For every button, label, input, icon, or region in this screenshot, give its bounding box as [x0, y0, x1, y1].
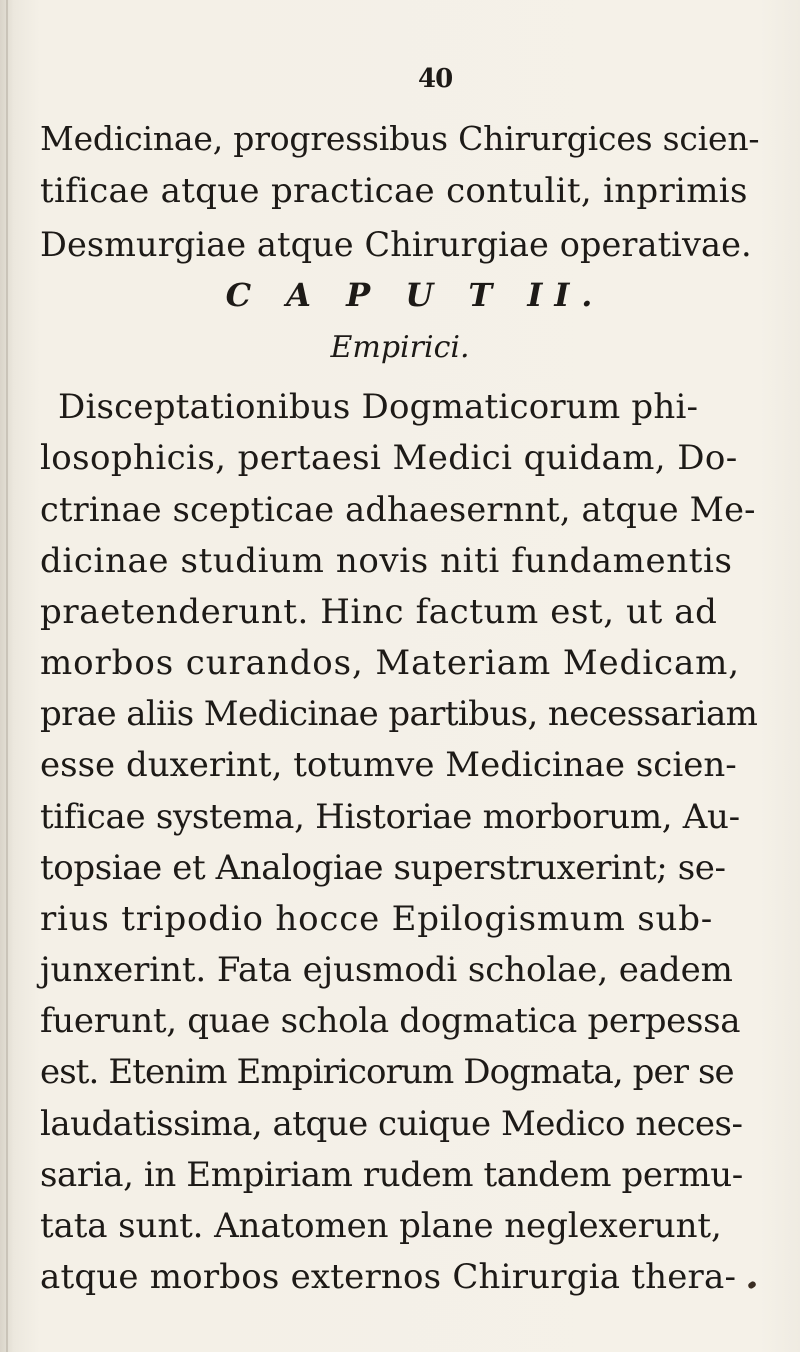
page-gutter — [6, 0, 8, 1352]
text-line: fuerunt, quae schola dogmatica perpessa — [40, 1001, 741, 1042]
text-line: saria, in Empiriam rudem tandem permu- — [40, 1154, 743, 1195]
text-line: Medicinae, progressibus Chirurgices scien- — [40, 119, 760, 158]
text-line: prae aliis Medicinae partibus, necessariam — [40, 694, 758, 735]
text-line: dicinae studium novis niti fundamentis — [40, 540, 733, 581]
body-paragraph — [40, 382, 760, 1303]
text-line: tificae systema, Historiae morborum, Au- — [40, 796, 740, 837]
text-line: Desmurgiae atque Chirurgiae operativae. — [40, 225, 752, 264]
text-line: rius tripodio hocce Epilogismum sub- — [40, 898, 714, 939]
text-line: topsiae et Analogiae superstruxerint; se- — [40, 847, 726, 888]
text-line: Disceptationibus Dogmaticorum phi- — [58, 387, 699, 427]
chapter-heading: C A P U T II. — [225, 276, 605, 314]
text-line: esse duxerint, totumve Medicinae scien- — [40, 745, 737, 786]
page-number: 40 — [418, 64, 453, 94]
text-line: junxerint. Fata ejusmodi scholae, eadem — [40, 950, 733, 991]
text-line: tificae atque practicae contulit, inprimis — [40, 171, 748, 211]
text-line: laudatissima, atque cuique Medico neces- — [40, 1103, 743, 1144]
text-line: praetenderunt. Hinc factum est, ut ad — [40, 591, 718, 632]
text-line: losophicis, pertaesi Medici quidam, Do- — [40, 438, 738, 479]
text-line: est. Etenim Empiricorum Dogmata, per se — [40, 1052, 734, 1093]
chapter-subheading: Empirici. — [330, 330, 470, 365]
text-line: ctrinae scepticae adhaesernnt, atque Me- — [40, 490, 756, 530]
text-line: atque morbos externos Chirurgia thera- — [40, 1257, 737, 1298]
text-line: morbos curandos, Materiam Medicam, — [40, 642, 740, 683]
text-line: tata sunt. Anatomen plane neglexerunt, — [40, 1206, 722, 1246]
intro-paragraph — [40, 112, 760, 271]
